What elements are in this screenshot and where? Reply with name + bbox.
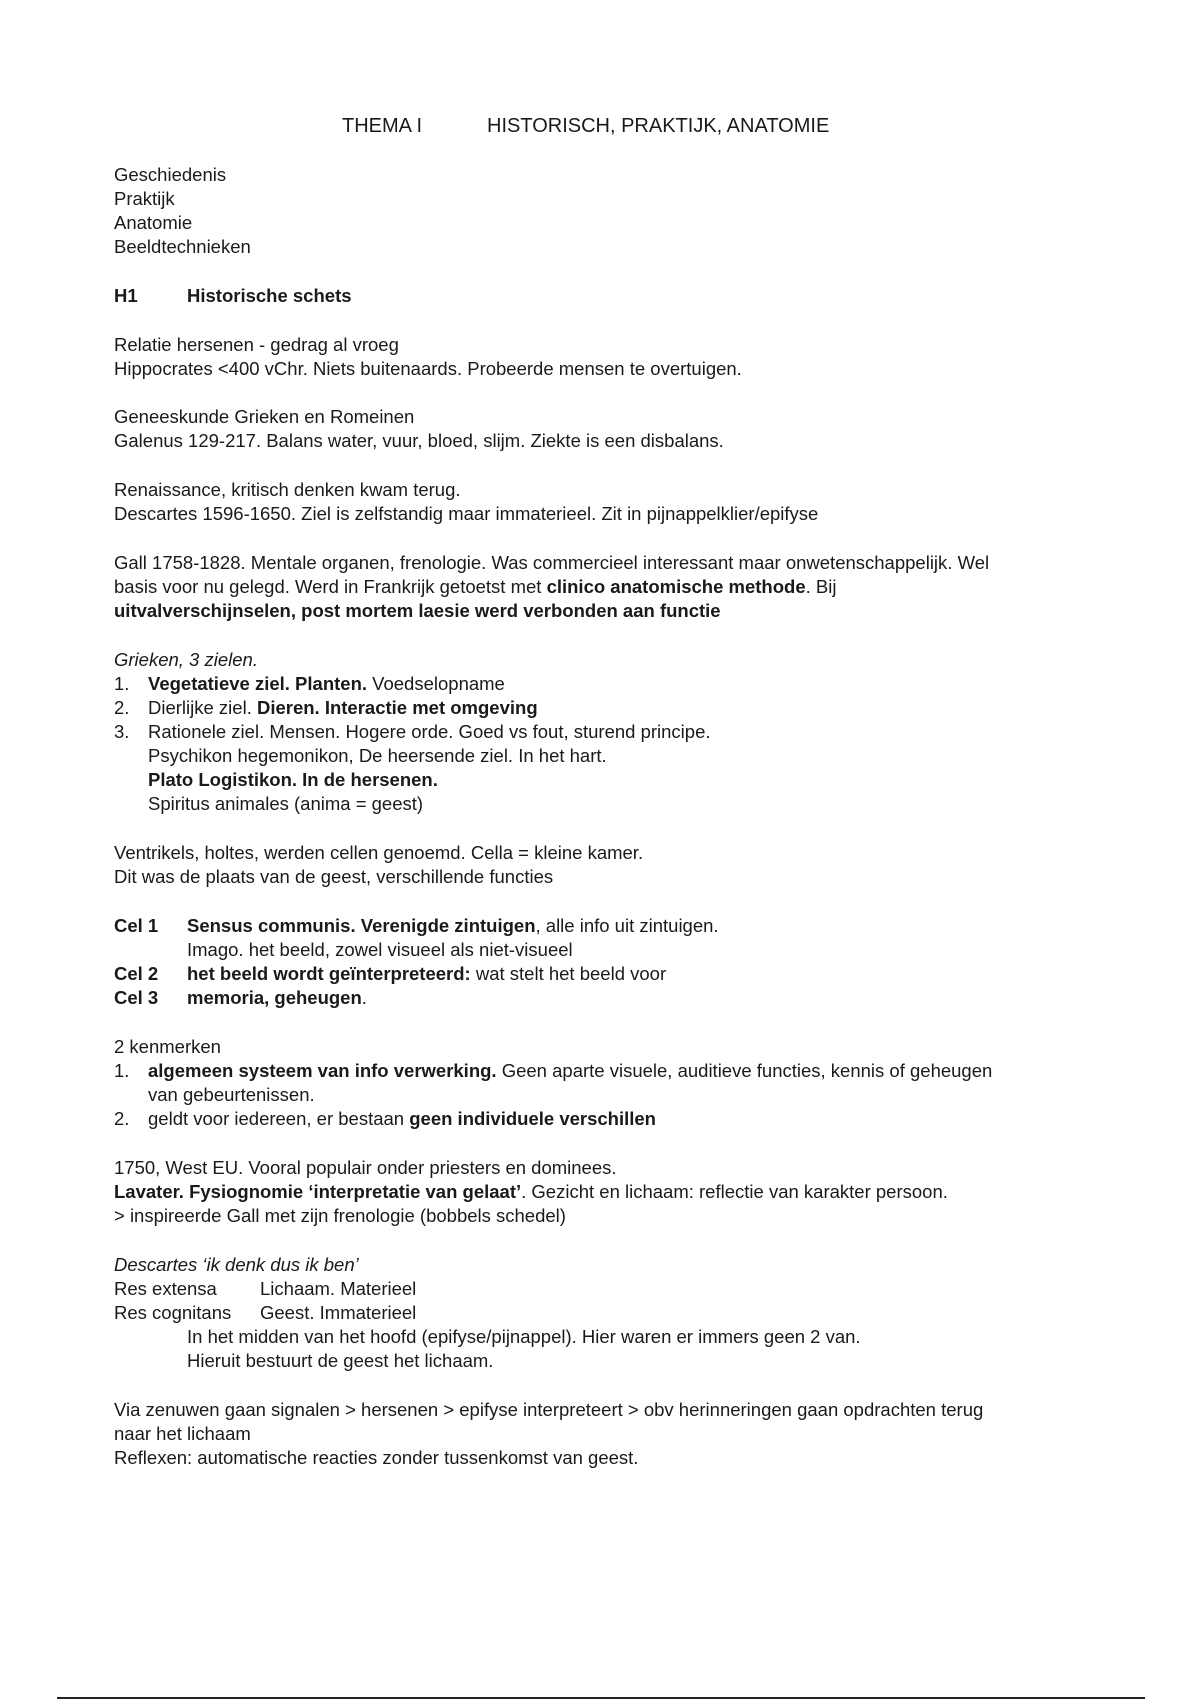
text-span: geldt voor iedereen, er bestaan: [148, 1108, 410, 1129]
text-span: basis voor nu gelegd. Werd in Frankrijk getoetst met: [114, 576, 547, 597]
text-span: Dierlijke ziel.: [148, 697, 257, 718]
bold-span: memoria, geheugen: [187, 987, 362, 1008]
bold-span: Vegetatieve ziel. Planten.: [148, 673, 368, 694]
section-title: Historische schets: [187, 285, 352, 306]
definition-row: [114, 1277, 1014, 1301]
toc-item: Anatomie: [114, 212, 193, 233]
list-number: 1.: [114, 1060, 130, 1081]
toc-item: Praktijk: [114, 188, 175, 209]
definition-value: Lichaam. Materieel: [260, 1278, 417, 1299]
bold-span: geen individuele verschillen: [409, 1108, 656, 1129]
list-heading: Grieken, 3 zielen.: [114, 649, 258, 670]
paragraph-line: Geneeskunde Grieken en Romeinen: [114, 406, 415, 427]
text-span: Voedselopname: [367, 673, 505, 694]
paragraph-line: > inspireerde Gall met zijn frenologie (bobbels schedel): [114, 1205, 566, 1226]
paragraph-line: Galenus 129-217. Balans water, vuur, bloed, slijm. Ziekte is een disbalans.: [114, 430, 724, 451]
text-span: van gebeurtenissen.: [148, 1084, 315, 1105]
paragraph-line: Via zenuwen gaan signalen > hersenen > epifyse interpreteert > obv herinneringen gaan opdrachten terug: [114, 1399, 984, 1420]
paragraph-line: Reflexen: automatische reacties zonder tussenkomst van geest.: [114, 1447, 639, 1468]
text-span: , alle info uit zintuigen.: [535, 915, 719, 936]
section-number: H1: [114, 285, 138, 306]
toc-item: Geschiedenis: [114, 164, 227, 185]
bottom-divider: [57, 1697, 1145, 1699]
cell-label: Cel 3: [114, 987, 159, 1008]
paragraph-line: Descartes 1596-1650. Ziel is zelfstandig maar immaterieel. Zit in pijnappelklier/epifyse: [114, 503, 819, 524]
cell-label: Cel 1: [114, 915, 159, 936]
list-number: 2.: [114, 697, 130, 718]
paragraph-line: Ventrikels, holtes, werden cellen genoemd. Cella = kleine kamer.: [114, 842, 644, 863]
list-number: 1.: [114, 673, 130, 694]
paragraph-line: [114, 575, 836, 599]
paragraph-line: Hippocrates <400 vChr. Niets buitenaards. Probeerde mensen te overtuigen.: [114, 358, 742, 379]
bold-span: Sensus communis. Verenigde zintuigen: [187, 915, 536, 936]
bold-span: clinico anatomische methode: [546, 576, 806, 597]
list-number: 3.: [114, 721, 130, 742]
bold-span: het beeld wordt geïnterpreteerd:: [187, 963, 471, 984]
paragraph-line: Gall 1758-1828. Mentale organen, frenologie. Was commercieel interessant maar onwetenschappelijk. Wel: [114, 552, 990, 573]
bold-span: algemeen systeem van info verwerking.: [148, 1060, 497, 1081]
toc-item: Beeldtechnieken: [114, 236, 251, 257]
text-span: . Bij: [805, 576, 837, 597]
paragraph-line: [114, 1180, 948, 1204]
list-number: 2.: [114, 1108, 130, 1129]
text-span: Rationele ziel. Mensen. Hogere orde. Goed vs fout, sturend principe.: [148, 721, 711, 742]
paragraph-line: Renaissance, kritisch denken kwam terug.: [114, 479, 461, 500]
text-span: Geen aparte visuele, auditieve functies, kennis of geheugen: [496, 1060, 993, 1081]
section-heading: [114, 284, 352, 308]
text-span: wat stelt het beeld voor: [470, 963, 667, 984]
text-span: Hieruit bestuurt de geest het lichaam.: [187, 1350, 494, 1371]
definition-row: [114, 1301, 1014, 1325]
text-span: Psychikon hegemonikon, De heersende ziel. In het hart.: [148, 745, 607, 766]
list-heading: 2 kenmerken: [114, 1036, 221, 1057]
bold-span: Lavater. Fysiognomie ‘interpretatie van gelaat’: [114, 1181, 522, 1202]
theme-title: HISTORISCH, PRAKTIJK, ANATOMIE: [487, 115, 830, 137]
paragraph-line: Dit was de plaats van de geest, verschillende functies: [114, 866, 554, 887]
text-span: . Gezicht en lichaam: reflectie van karakter persoon.: [521, 1181, 948, 1202]
paragraph-line: Relatie hersenen - gedrag al vroeg: [114, 334, 399, 355]
text-span: In het midden van het hoofd (epifyse/pijnappel). Hier waren er immers geen 2 van.: [187, 1326, 861, 1347]
definition-term: Res extensa: [114, 1278, 217, 1299]
paragraph-line: naar het lichaam: [114, 1423, 251, 1444]
text-span: .: [361, 987, 367, 1008]
paragraph-line: uitvalverschijnselen, post mortem laesie werd verbonden aan functie: [114, 600, 721, 621]
text-span: Imago. het beeld, zowel visueel als niet-visueel: [187, 939, 573, 960]
bold-span: Plato Logistikon. In de hersenen.: [148, 769, 438, 790]
theme-number: THEMA I: [342, 115, 423, 137]
definition-value: Geest. Immaterieel: [260, 1302, 417, 1323]
text-span: Spiritus animales (anima = geest): [148, 793, 424, 814]
list-heading: Descartes ‘ik denk dus ik ben’: [114, 1254, 359, 1275]
paragraph-line: 1750, West EU. Vooral populair onder priesters en dominees.: [114, 1157, 617, 1178]
cell-label: Cel 2: [114, 963, 159, 984]
definition-term: Res cognitans: [114, 1302, 232, 1323]
bold-span: Dieren. Interactie met omgeving: [256, 697, 538, 718]
